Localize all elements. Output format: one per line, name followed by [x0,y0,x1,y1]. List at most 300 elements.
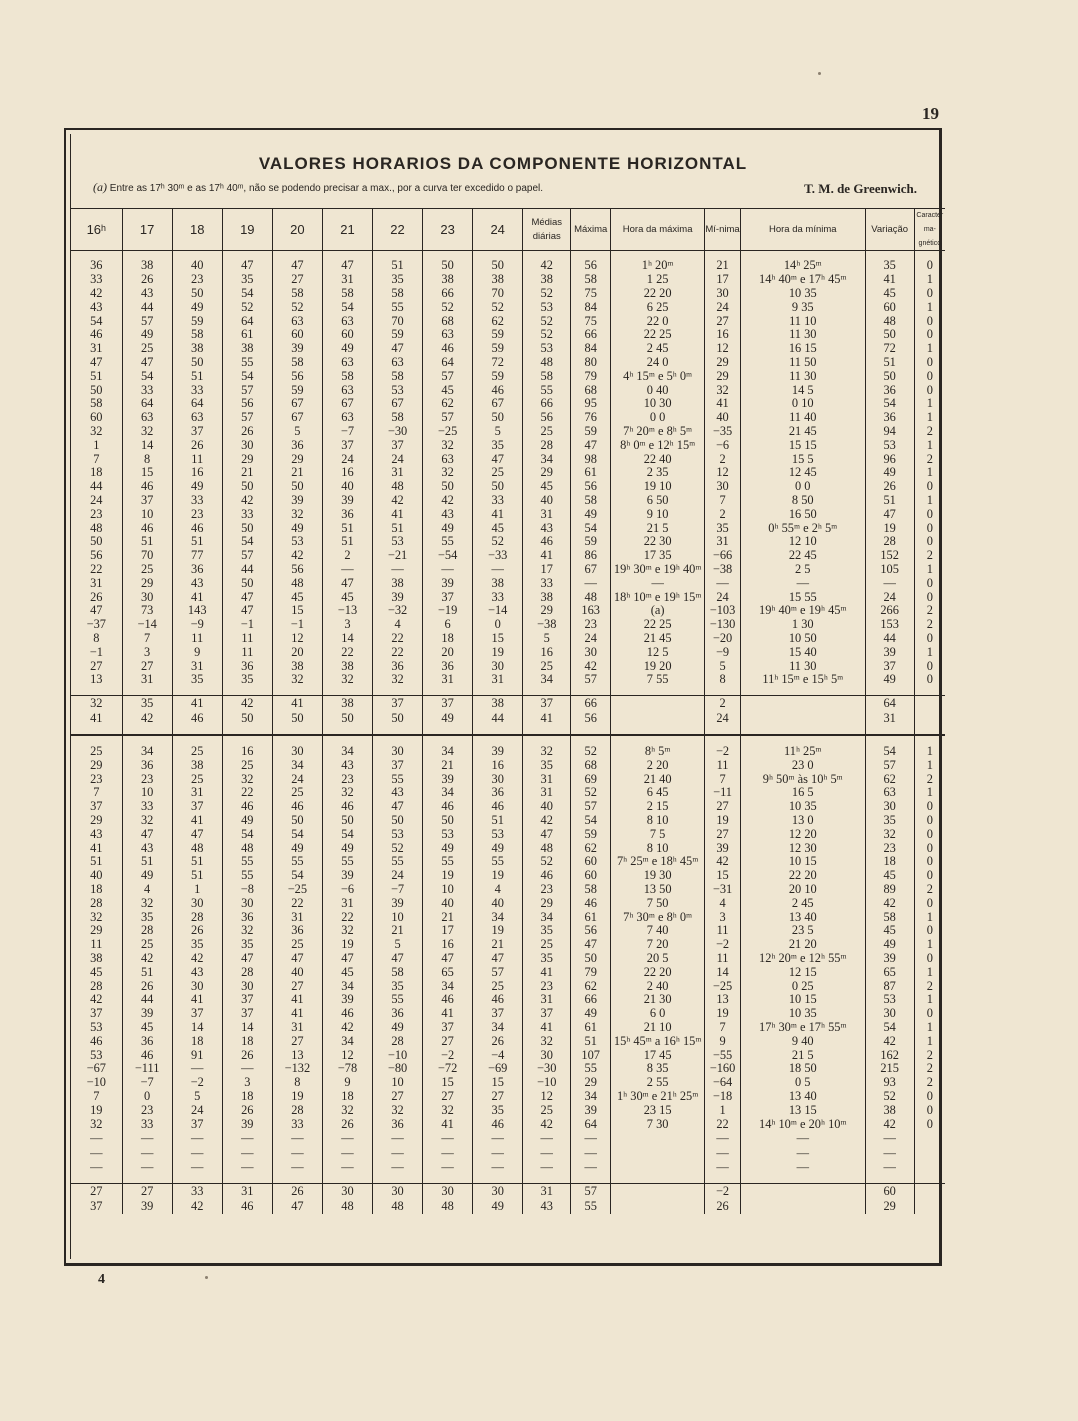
table-cell: 1 [914,938,945,952]
table-cell: 32 [222,773,272,787]
table-cell: 41 [523,549,571,563]
table-cell: 21 40 [611,773,705,787]
table-cell: 44 [865,632,914,646]
footnote-tag: (a) [93,180,107,194]
table-cell: −69 [473,1062,523,1076]
col-header: Caracter ma-gnético [914,209,945,251]
table-cell: 11 30 [740,328,865,342]
table-cell: 2 [914,1049,945,1063]
table-cell: 59 [473,328,523,342]
table-cell: 49 [423,842,473,856]
table-cell: 32 [322,1104,372,1118]
table-cell: 43 [523,1199,571,1214]
table-cell: 1 [914,745,945,759]
table-cell: 2 [914,1062,945,1076]
table-cell: 58 [865,911,914,925]
table-cell: 30 [473,1183,523,1199]
table-row [71,618,945,632]
table-cell: 52 [423,301,473,315]
table-cell: 38 [272,660,322,674]
table-cell: 34 [423,980,473,994]
table-cell: −111 [122,1062,172,1076]
table-cell: 21 30 [611,993,705,1007]
table-cell: 29 [90,758,103,772]
table-cell: 45 [423,384,473,398]
table-row [71,439,945,453]
table-cell: 4 [705,897,741,911]
table-cell: 16 15 [740,342,865,356]
table-cell: 29 [523,466,571,480]
table-cell: 37 [90,1198,103,1213]
table-cell: 10 [122,508,172,522]
table-cell: 23 [322,773,372,787]
table-cell: 42 [172,1199,222,1214]
table-cell: 17 35 [611,549,705,563]
spacer-cell [423,251,473,260]
table-cell: 31 [473,673,523,687]
table-cell: −11 [705,786,741,800]
table-cell: 89 [865,883,914,897]
spacer-cell [571,735,611,745]
table-cell [740,1199,865,1214]
table-cell: 12 [272,632,322,646]
table-cell: 16 [322,466,372,480]
table-cell: 32 [423,466,473,480]
table-row [71,869,945,883]
table-cell: 50 [322,711,372,726]
table-cell: 22 40 [611,453,705,467]
table-cell: 52 [473,301,523,315]
table-cell: 33 [172,1183,222,1199]
table-cell: 48 [373,1199,423,1214]
table-cell: 1 [914,993,945,1007]
table-cell: 5 [272,425,322,439]
table-cell: 95 [571,397,611,411]
spacer-cell [705,735,741,745]
table-cell: 2 20 [611,759,705,773]
spacer-cell [373,251,423,260]
table-cell: 55 [571,1062,611,1076]
table-cell: 50 [272,814,322,828]
table-cell: 0 [914,591,945,605]
table-cell: — [423,1160,473,1175]
table-row [71,673,945,687]
table-cell: 0 [914,508,945,522]
table-cell: 1 [914,1035,945,1049]
table-cell: 50 [272,480,322,494]
table-cell: 15 5 [740,453,865,467]
table-cell: — [473,563,523,577]
table-cell: 23 [90,507,103,521]
table-cell: 58 [523,370,571,384]
table-cell: 38 [222,342,272,356]
table-cell: 7 50 [611,897,705,911]
table-cell: 32 [423,439,473,453]
table-cell: 0 40 [611,384,705,398]
table-cell: 55 [423,855,473,869]
spacer-cell [222,687,272,696]
row-spacer [71,1175,945,1184]
table-cell: 35 [473,439,523,453]
spacer-cell [523,726,571,735]
table-cell: 0 [914,952,945,966]
table-cell: 43 [90,300,103,314]
table-cell: 4 [373,618,423,632]
table-cell: 9 [705,1035,741,1049]
table-cell: 9 [322,1076,372,1090]
table-row [71,480,945,494]
table-cell: 39 [122,1007,172,1021]
table-cell: 60 [272,328,322,342]
table-cell: 53 [423,828,473,842]
table-cell: 15 [272,604,322,618]
table-cell: 5 [523,632,571,646]
table-cell: 10 [373,1076,423,1090]
table-cell: −64 [705,1076,741,1090]
table-cell: −7 [373,883,423,897]
spacer-cell [71,251,122,260]
table-cell: 10 35 [740,1007,865,1021]
table-cell: 2 [705,696,741,712]
table-cell: 63 [322,315,372,329]
table-cell: 32 [322,924,372,938]
spacer-cell [865,726,914,735]
table-cell: 51 [90,855,103,869]
table-cell: 40 [523,494,571,508]
table-cell: — [322,1131,372,1146]
table-cell: 17 [705,273,741,287]
table-cell: 13 50 [611,883,705,897]
table-cell: 66 [523,397,571,411]
table-cell [914,1160,945,1175]
table-cell: 10 15 [740,993,865,1007]
table-cell: 39 [222,1118,272,1132]
table-cell: 0 [914,328,945,342]
table-cell: 30 [172,897,222,911]
table-row [71,1118,945,1132]
table-cell: 3 [322,618,372,632]
table-cell: — [705,1131,741,1146]
table-cell: 7 [705,773,741,787]
spacer-cell [914,726,945,735]
spacer-cell [222,735,272,745]
table-cell: 57 [122,315,172,329]
table-cell: 30 [473,773,523,787]
table-cell: 15 [473,1076,523,1090]
table-cell: 10 30 [611,397,705,411]
table-cell: 56 [571,480,611,494]
col-header: 22 [373,209,423,251]
table-cell: 23 15 [611,1104,705,1118]
table-cell: 57 [222,549,272,563]
table-cell: — [172,1160,222,1175]
table-cell: 25 [272,786,322,800]
table-cell: 87 [865,980,914,994]
table-cell: 58 [571,883,611,897]
table-cell: 14ʰ 10ᵐ e 20ʰ 10ᵐ [740,1118,865,1132]
table-cell: 57 [571,800,611,814]
spacer-cell [571,1175,611,1184]
table-cell: 59 [272,384,322,398]
table-cell: 24 [571,632,611,646]
table-cell: 36 [272,439,322,453]
table-cell: 105 [865,563,914,577]
table-row [71,632,945,646]
table-cell: 51 [122,855,172,869]
table-cell: 26 [122,980,172,994]
table-cell: 143 [172,604,222,618]
table-row [71,660,945,674]
table-cell: 20 5 [611,952,705,966]
table-cell: 37 [172,1007,222,1021]
table-cell: 0 [914,897,945,911]
table-cell: 21 [473,938,523,952]
table-cell: 68 [423,315,473,329]
table-cell: 43 [90,827,103,841]
table-cell: 26 [90,590,103,604]
table-cell [611,1146,705,1161]
spacer-cell [740,726,865,735]
table-cell: 8 35 [611,1062,705,1076]
table-cell: 64 [122,397,172,411]
table-cell: 21 45 [611,632,705,646]
table-cell: 55 [222,869,272,883]
table-cell: 53 [90,1021,103,1035]
table-cell: 22 [373,646,423,660]
table-cell: 46 [473,800,523,814]
table-cell: 21 [423,759,473,773]
table-cell: 24 [373,869,423,883]
table-cell: 47 [473,453,523,467]
table-cell: 25 [122,563,172,577]
table-cell: 52 [272,301,322,315]
table-cell: 31 [523,1183,571,1199]
table-cell: 0 [914,869,945,883]
table-cell: 60 [571,869,611,883]
table-cell: 0 [914,1090,945,1104]
table-row [71,508,945,522]
table-cell: 55 [373,773,423,787]
table-cell: 42 [523,259,571,273]
table-cell: 32 [322,786,372,800]
table-cell: 46 [122,522,172,536]
table-cell: 34 [423,786,473,800]
table-cell: 57 [423,370,473,384]
table-cell: 46 [473,1118,523,1132]
table-cell: 51 [322,535,372,549]
spacer-cell [705,726,741,735]
table-cell: 49 [122,869,172,883]
table-cell: 12 [322,1049,372,1063]
table-cell: 39 [122,1199,172,1214]
table-row [71,1090,945,1104]
table-cell: 48 [172,842,222,856]
table-cell: 6 0 [611,1007,705,1021]
table-cell: 14 [322,632,372,646]
table-cell: 11 [90,938,103,952]
table-cell: 34 [272,759,322,773]
table-cell: 24 [373,453,423,467]
table-cell: 27 [122,1183,172,1199]
table-cell: 18 [222,1090,272,1104]
table-cell: 54 [122,370,172,384]
table-cell: 38 [865,1104,914,1118]
table-cell: 38 [90,952,103,966]
table-cell: 50 [373,711,423,726]
table-cell: 47 [865,508,914,522]
table-cell: −1 [222,618,272,632]
table-cell: 42 [172,952,222,966]
table-cell: 46 [473,993,523,1007]
table-cell: 19 [473,869,523,883]
table-cell: 12 5 [611,646,705,660]
table-cell: 36 [423,660,473,674]
table-cell: 1 [914,966,945,980]
table-cell: 55 [373,855,423,869]
spacer-cell [373,726,423,735]
table-cell: 24 [705,301,741,315]
table-cell: 1 [914,786,945,800]
table-row [71,786,945,800]
spacer-cell [473,726,523,735]
table-cell: 36 [272,924,322,938]
spacer-cell [172,735,222,745]
table-cell: 63 [322,384,372,398]
table-cell: 41 [90,711,103,726]
table-cell: 1 [914,466,945,480]
spacer-cell [222,1175,272,1184]
table-cell: 0 [914,632,945,646]
table-cell: 45 [865,924,914,938]
table-cell: 42 [423,494,473,508]
table-cell: 47 [322,952,372,966]
table-cell: 47 [571,938,611,952]
col-header: Máxima [571,209,611,251]
table-cell: 61 [571,911,611,925]
table-cell: 53 [865,439,914,453]
table-cell: 68 [571,759,611,773]
table-cell: 31 [322,897,372,911]
table-cell: 28 [523,439,571,453]
table-cell: 59 [571,425,611,439]
table-cell: 24 0 [611,356,705,370]
table-cell: — [423,1146,473,1161]
table-cell: 15 [705,869,741,883]
table-cell: 49 [571,508,611,522]
table-cell: −6 [322,883,372,897]
table-cell: 12ʰ 20ᵐ e 12ʰ 55ᵐ [740,952,865,966]
table-cell: 55 [272,855,322,869]
table-cell: 51 [172,535,222,549]
table-cell: 30 [473,660,523,674]
table-cell: 80 [571,356,611,370]
table-cell: 29 [705,356,741,370]
table-cell: 42 [571,660,611,674]
table-cell: 60 [322,328,372,342]
timezone-label: T. M. de Greenwich. [804,181,917,196]
table-cell: 50 [222,480,272,494]
table-cell: 48 [523,356,571,370]
table-cell: 63 [423,328,473,342]
table-row [71,814,945,828]
table-cell: 49 [172,301,222,315]
table-cell: 52 [473,535,523,549]
spacer-cell [914,735,945,745]
table-row [71,356,945,370]
table-cell: 7 5 [611,828,705,842]
col-header: 21 [322,209,372,251]
table-cell: 45 [523,480,571,494]
table-cell: 48 [322,1199,372,1214]
table-cell: 64 [571,1118,611,1132]
table-row [71,924,945,938]
table-cell: 23 [865,842,914,856]
table-cell: 46 [423,342,473,356]
table-cell: 50 [473,480,523,494]
table-cell: −25 [423,425,473,439]
table-cell: 3 [222,1076,272,1090]
table-cell: 21 [373,924,423,938]
table-cell: 25 [172,745,222,759]
table-cell: 7 [93,786,100,800]
spacer-cell [705,1175,741,1184]
table-cell: 35 [473,1104,523,1118]
table-cell: 21 45 [740,425,865,439]
table-cell: 42 [865,1118,914,1132]
table-cell: 23 [122,773,172,787]
table-cell: 48 [423,1199,473,1214]
table-cell: 30 [571,646,611,660]
col-header: 19 [222,209,272,251]
table-cell: 30 [865,1007,914,1021]
table-cell: 52 [523,315,571,329]
table-cell: 66 [423,287,473,301]
table-cell: 28 [122,924,172,938]
spacer-cell [172,726,222,735]
table-cell: 16 5 [740,786,865,800]
table-cell: 38 [322,696,372,712]
table-cell: 47 [172,828,222,842]
summary-row [71,1199,945,1214]
table-cell: 17 [423,924,473,938]
table-cell: 13 [90,673,103,687]
spacer-cell [473,687,523,696]
table-row [71,646,945,660]
table-row [71,591,945,605]
spacer-cell [71,1175,122,1184]
table-cell: 35 [705,522,741,536]
table-cell: 1 [914,301,945,315]
spacer-cell [611,687,705,696]
table-cell: 37 [222,1007,272,1021]
table-cell: −130 [705,618,741,632]
table-cell: 54 [222,535,272,549]
table-cell: 22 20 [740,869,865,883]
table-cell: 46 [473,384,523,398]
table-cell: 8ʰ 0ᵐ e 12ʰ 15ᵐ [611,439,705,453]
table-row [71,1062,945,1076]
table-cell: 15 [473,632,523,646]
page-number: 19 [922,104,939,123]
table-cell: 0 [473,618,523,632]
table-cell: 24 [272,773,322,787]
table-cell: 17ʰ 30ᵐ e 17ʰ 55ᵐ [740,1021,865,1035]
table-cell: 37 [423,696,473,712]
table-row [71,466,945,480]
table-cell: 12 [705,466,741,480]
spacer-cell [122,251,172,260]
table-cell: 45 [122,1021,172,1035]
